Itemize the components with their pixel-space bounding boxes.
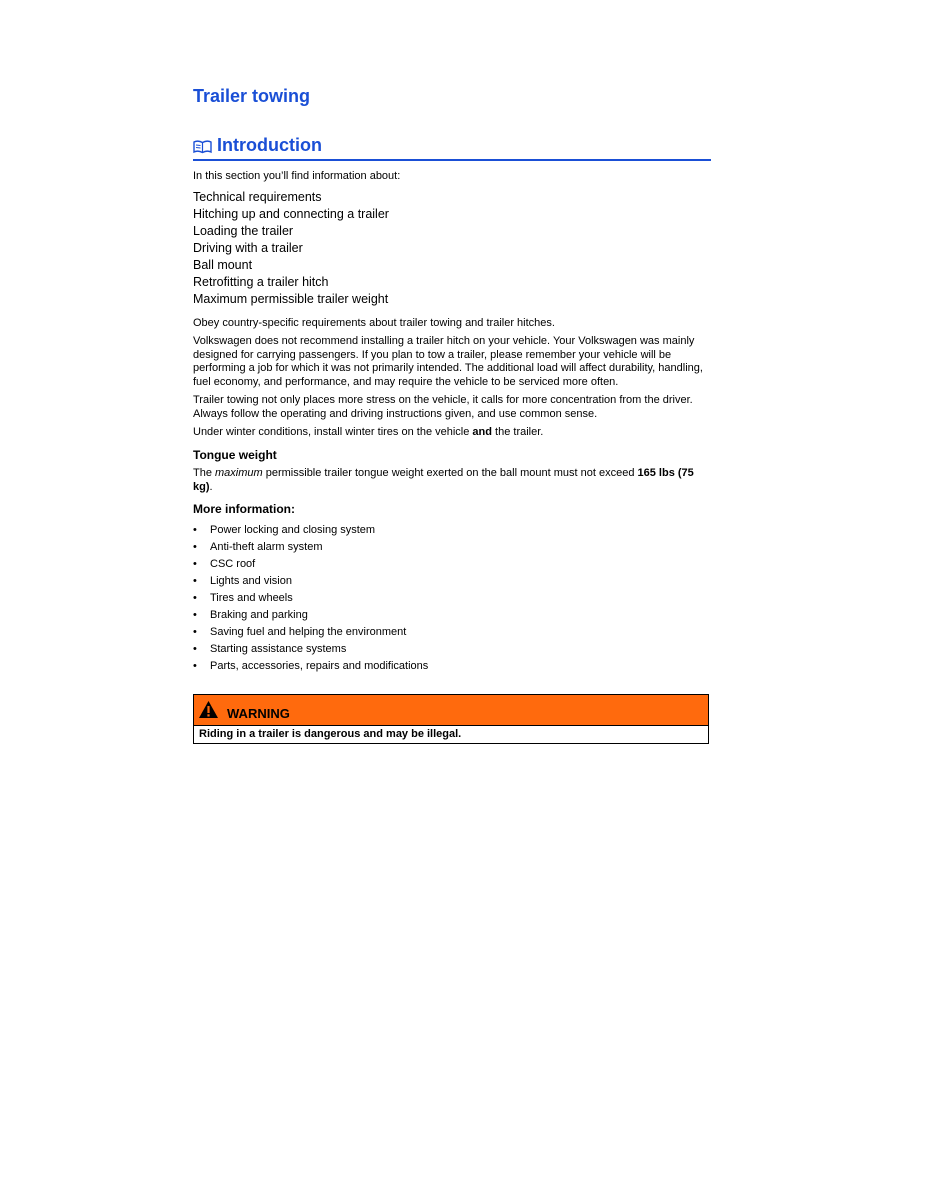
bullet-icon: •: [193, 540, 197, 553]
section-title: Introduction: [217, 135, 322, 155]
tongue-text-b: permissible trailer tongue weight exerted on the ball mount must not exceed: [262, 467, 638, 479]
warning-header: [194, 695, 708, 725]
bullet-icon: •: [193, 659, 197, 672]
tongue-weight-text: [193, 467, 711, 494]
topic-list: [193, 189, 711, 308]
book-icon: [193, 140, 212, 154]
more-info-item[interactable]: [193, 539, 711, 556]
tongue-weight-heading: Tongue weight: [193, 447, 277, 462]
more-info-link[interactable]: Starting assistance systems: [210, 642, 347, 655]
warning-triangle-icon: [198, 700, 219, 719]
more-info-link[interactable]: Power locking and closing system: [210, 523, 376, 536]
paragraph-stress: Trailer towing not only places more stress on the vehicle, it calls for more concentration from the driver. Always follow the operating and driving instructions given, and use common sense.: [193, 394, 693, 420]
paragraph-requirements: Obey country-specific requirements about trailer towing and trailer hitches.: [193, 316, 555, 329]
more-info-link[interactable]: Saving fuel and helping the environment: [210, 625, 407, 638]
tongue-text-a: The: [193, 467, 216, 479]
bullet-icon: •: [193, 523, 197, 536]
more-info-item[interactable]: [193, 607, 711, 624]
more-info-link[interactable]: Tires and wheels: [210, 591, 293, 604]
winter-text-b: the trailer.: [491, 426, 544, 438]
bullet-icon: •: [193, 608, 197, 621]
section-heading: [193, 135, 711, 161]
bullet-icon: •: [193, 625, 197, 638]
more-info-list: [193, 522, 711, 675]
warning-box: [193, 694, 709, 744]
more-info-item[interactable]: [193, 641, 711, 658]
more-info-link[interactable]: Anti-theft alarm system: [210, 540, 323, 553]
warning-text: Riding in a trailer is dangerous and may be illegal.: [194, 725, 708, 742]
topic-item: Loading the trailer: [193, 223, 294, 238]
tongue-text-c: .: [209, 480, 213, 493]
more-info-item[interactable]: [193, 624, 711, 641]
content: [193, 170, 711, 675]
winter-text-bold: and: [472, 426, 492, 438]
bullet-icon: •: [193, 574, 197, 587]
paragraph-recommendation: Volkswagen does not recommend installing a trailer hitch on your vehicle. Your Volkswagen was mainly designed for carrying passengers. If you plan to tow a trailer, please remember your vehicle will be performing a job for which it was not primarily intended. The additional load will affect durability, handling, fuel economy, and performance, and may require the vehicle to be serviced more often.: [193, 335, 703, 388]
more-info-item[interactable]: [193, 590, 711, 607]
more-info-link[interactable]: CSC roof: [210, 557, 256, 570]
topic-item: Retrofitting a trailer hitch: [193, 274, 329, 289]
bullet-icon: •: [193, 642, 197, 655]
more-info-item[interactable]: [193, 573, 711, 590]
warning-title: WARNING: [227, 706, 290, 721]
tongue-text-bold: 165 lbs (75 kg): [193, 467, 694, 493]
more-info-item[interactable]: [193, 658, 711, 675]
paragraph-winter: [193, 426, 711, 440]
intro-text: In this section you’ll find information about:: [193, 170, 401, 182]
chapter-title: Trailer towing: [193, 86, 311, 106]
more-info-link[interactable]: Braking and parking: [210, 608, 308, 621]
winter-text-a: Under winter conditions, install winter tires on the vehicle: [193, 426, 473, 438]
more-info-link[interactable]: Lights and vision: [210, 574, 292, 587]
topic-item: Driving with a trailer: [193, 240, 303, 255]
tongue-text-italic: maximum: [215, 467, 263, 479]
more-info-heading: More information:: [193, 502, 295, 516]
bullet-icon: •: [193, 557, 197, 570]
more-info-item[interactable]: [193, 522, 711, 539]
topic-item: Ball mount: [193, 257, 253, 272]
more-info-link[interactable]: Parts, accessories, repairs and modifications: [210, 659, 429, 672]
more-info-item[interactable]: [193, 556, 711, 573]
topic-item: Hitching up and connecting a trailer: [193, 206, 389, 221]
topic-item: Maximum permissible trailer weight: [193, 291, 389, 306]
bullet-icon: •: [193, 591, 197, 604]
topic-item: Technical requirements: [193, 189, 322, 204]
